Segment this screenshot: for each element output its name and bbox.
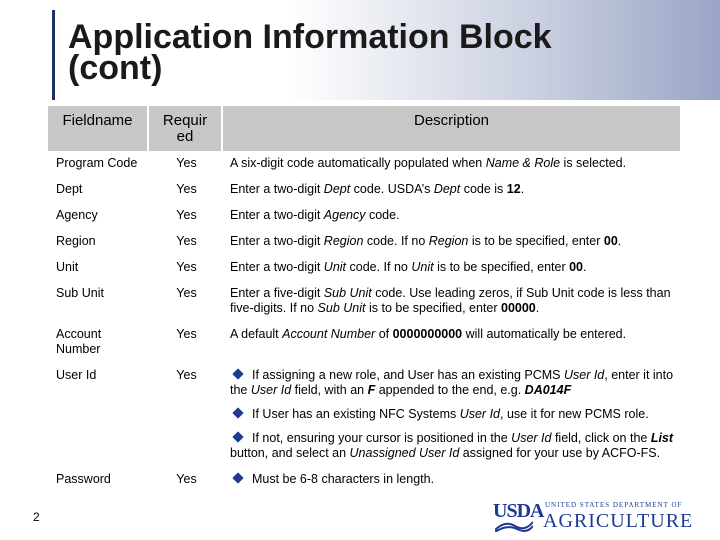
bullet-7-0-run-3: User Id: [250, 383, 292, 397]
desc-4-run-6: .: [583, 260, 587, 274]
table-row: [47, 256, 681, 282]
desc-0-run-1: Name & Role: [485, 156, 561, 170]
cell-required: Yes: [148, 364, 222, 468]
desc-4-run-0: Enter a two-digit: [230, 260, 324, 274]
table-header-row: [47, 105, 681, 152]
cell-description: [222, 282, 681, 323]
desc-6-run-3: 0000000000: [392, 327, 463, 341]
desc-1-run-3: Dept: [433, 182, 461, 196]
desc-4-run-1: Unit: [323, 260, 347, 274]
table-row: [47, 364, 681, 468]
cell-description: [222, 256, 681, 282]
desc-4-run-4: is to be specified, enter: [433, 260, 570, 274]
desc-6-run-0: A default: [230, 327, 283, 341]
desc-1-run-0: Enter a two-digit: [230, 182, 324, 196]
cell-required: Yes: [148, 282, 222, 323]
table-row: [47, 468, 681, 494]
title-accent-bar: [52, 10, 55, 100]
cell-fieldname: Program Code: [47, 152, 148, 178]
bullet-7-0-run-0: If assigning a new role, and User has an existing PCMS: [252, 368, 564, 382]
bullet-7-2-run-3: [651, 431, 673, 445]
desc-5-run-3: Sub Unit: [317, 301, 366, 315]
cell-description: [222, 204, 681, 230]
desc-3-run-5: 00: [603, 234, 618, 248]
cell-required: Yes: [148, 152, 222, 178]
desc-1-run-4: code is: [460, 182, 507, 196]
bullet-7-2-run-3-italic: List: [650, 431, 674, 445]
page-number: 2: [33, 510, 40, 524]
table-row: [47, 323, 681, 364]
desc-5-run-4: is to be specified, enter: [365, 301, 501, 315]
desc-5-run-0: Enter a five-digit: [230, 286, 324, 300]
cell-fieldname: Password: [47, 468, 148, 494]
desc-6-run-2: of: [375, 327, 393, 341]
bullet-7-0-run-7: [525, 383, 572, 397]
desc-1-run-1: Dept: [323, 182, 351, 196]
bullet-7-0-run-6: appended to the end, e.g.: [375, 383, 525, 397]
field-table: [46, 104, 682, 495]
cell-fieldname: Agency: [47, 204, 148, 230]
cell-description: [222, 230, 681, 256]
cell-required: Yes: [148, 204, 222, 230]
diamond-bullet-icon: [232, 431, 243, 442]
table-row: [47, 204, 681, 230]
cell-fieldname: User Id: [47, 364, 148, 468]
cell-description: [222, 323, 681, 364]
desc-0-run-2: is selected.: [560, 156, 627, 170]
desc-3-run-1: Region: [323, 234, 364, 248]
bullet-7-2-run-1: User Id: [511, 431, 552, 445]
desc-4-run-5: 00: [569, 260, 583, 274]
cell-description: [222, 152, 681, 178]
cell-required: Yes: [148, 256, 222, 282]
usda-logo-agriculture: AGRICULTURE: [543, 510, 694, 532]
bullet-7-2-run-4: button, and select an: [230, 446, 350, 460]
usda-logo-hills-icon: [495, 518, 533, 532]
desc-6-run-4: will automatically be entered.: [462, 327, 627, 341]
header-description: Description: [222, 105, 681, 152]
diamond-bullet-icon: [232, 472, 243, 483]
cell-description: [222, 468, 681, 494]
bullet-7-0-run-2: , enter it into the: [230, 368, 674, 397]
desc-4-run-3: Unit: [411, 260, 434, 274]
bullet-7-2-run-2: field, click on the: [551, 431, 651, 445]
header-required: Requir ed: [148, 105, 222, 152]
bullet-8-0-run-0: Must be 6-8 characters in length.: [252, 472, 435, 486]
desc-0-run-0: A six-digit code automatically populated when: [230, 156, 486, 170]
desc-3-run-2: code. If no: [363, 234, 429, 248]
slide-title-line1: Application Information Block: [68, 18, 552, 56]
table-row: [47, 282, 681, 323]
bullet-7-1-run-1: User Id: [459, 407, 500, 421]
desc-2-run-1: Agency: [323, 208, 366, 222]
desc-6-run-1: Account Number: [282, 327, 376, 341]
desc-3-run-4: is to be specified, enter: [468, 234, 604, 248]
table-row: [47, 152, 681, 178]
field-table-container: [46, 104, 680, 495]
bullet-7-0-run-5-italic: F: [367, 383, 376, 397]
desc-3-run-6: .: [617, 234, 622, 248]
bullet-7-0-run-7-italic: DA014F: [524, 383, 572, 397]
desc-4-run-2: code. If no: [346, 260, 412, 274]
desc-5-run-6: .: [535, 301, 540, 315]
bullet-7-1-run-0: If User has an existing NFC Systems: [252, 407, 460, 421]
bullet-7-1-run-2: , use it for new PCMS role.: [500, 407, 649, 421]
bullet-7-0-run-4: field, with an: [291, 383, 368, 397]
usda-logo-dept-line: UNITED STATES DEPARTMENT OF: [545, 501, 683, 509]
diamond-bullet-icon: [232, 368, 243, 379]
cell-required: Yes: [148, 230, 222, 256]
desc-3-run-0: Enter a two-digit: [230, 234, 324, 248]
bullet-item: [230, 472, 676, 487]
cell-fieldname: Account Number: [47, 323, 148, 364]
header-fieldname: Fieldname: [47, 105, 148, 152]
cell-fieldname: Sub Unit: [47, 282, 148, 323]
desc-1-run-2: code. USDA’s: [350, 182, 434, 196]
cell-required: Yes: [148, 468, 222, 494]
cell-description: [222, 178, 681, 204]
bullet-7-2-run-0: If not, ensuring your cursor is positioned in the: [252, 431, 512, 445]
desc-2-run-2: code.: [365, 208, 400, 222]
bullet-item: [230, 407, 676, 422]
desc-3-run-3: Region: [428, 234, 469, 248]
table-body: [47, 152, 681, 494]
cell-fieldname: Region: [47, 230, 148, 256]
usda-logo: [493, 498, 703, 534]
cell-fieldname: Unit: [47, 256, 148, 282]
cell-required: Yes: [148, 178, 222, 204]
table-row: [47, 178, 681, 204]
bullet-7-0-run-1: User Id: [563, 368, 605, 382]
cell-required: Yes: [148, 323, 222, 364]
diamond-bullet-icon: [232, 407, 243, 418]
slide-title-line2: (cont): [68, 49, 163, 87]
desc-1-run-6: .: [520, 182, 525, 196]
slide-title: [68, 18, 552, 87]
bullet-7-2-run-5: Unassigned User Id: [349, 446, 460, 460]
bullet-7-2-run-6: assigned for your use by ACFO-FS.: [459, 446, 661, 460]
bullet-item: [230, 368, 676, 398]
usda-logo-letters: USDA: [493, 500, 544, 522]
desc-5-run-2: code. Use leading zeros, if Sub Unit code is less than five-digits. If no: [230, 286, 671, 315]
desc-2-run-0: Enter a two-digit: [230, 208, 324, 222]
desc-1-run-5: 12: [506, 182, 521, 196]
desc-5-run-1: Sub Unit: [323, 286, 372, 300]
desc-5-run-5: 00000: [501, 301, 536, 315]
table-row: [47, 230, 681, 256]
cell-fieldname: Dept: [47, 178, 148, 204]
cell-description: [222, 364, 681, 468]
bullet-item: [230, 431, 676, 461]
